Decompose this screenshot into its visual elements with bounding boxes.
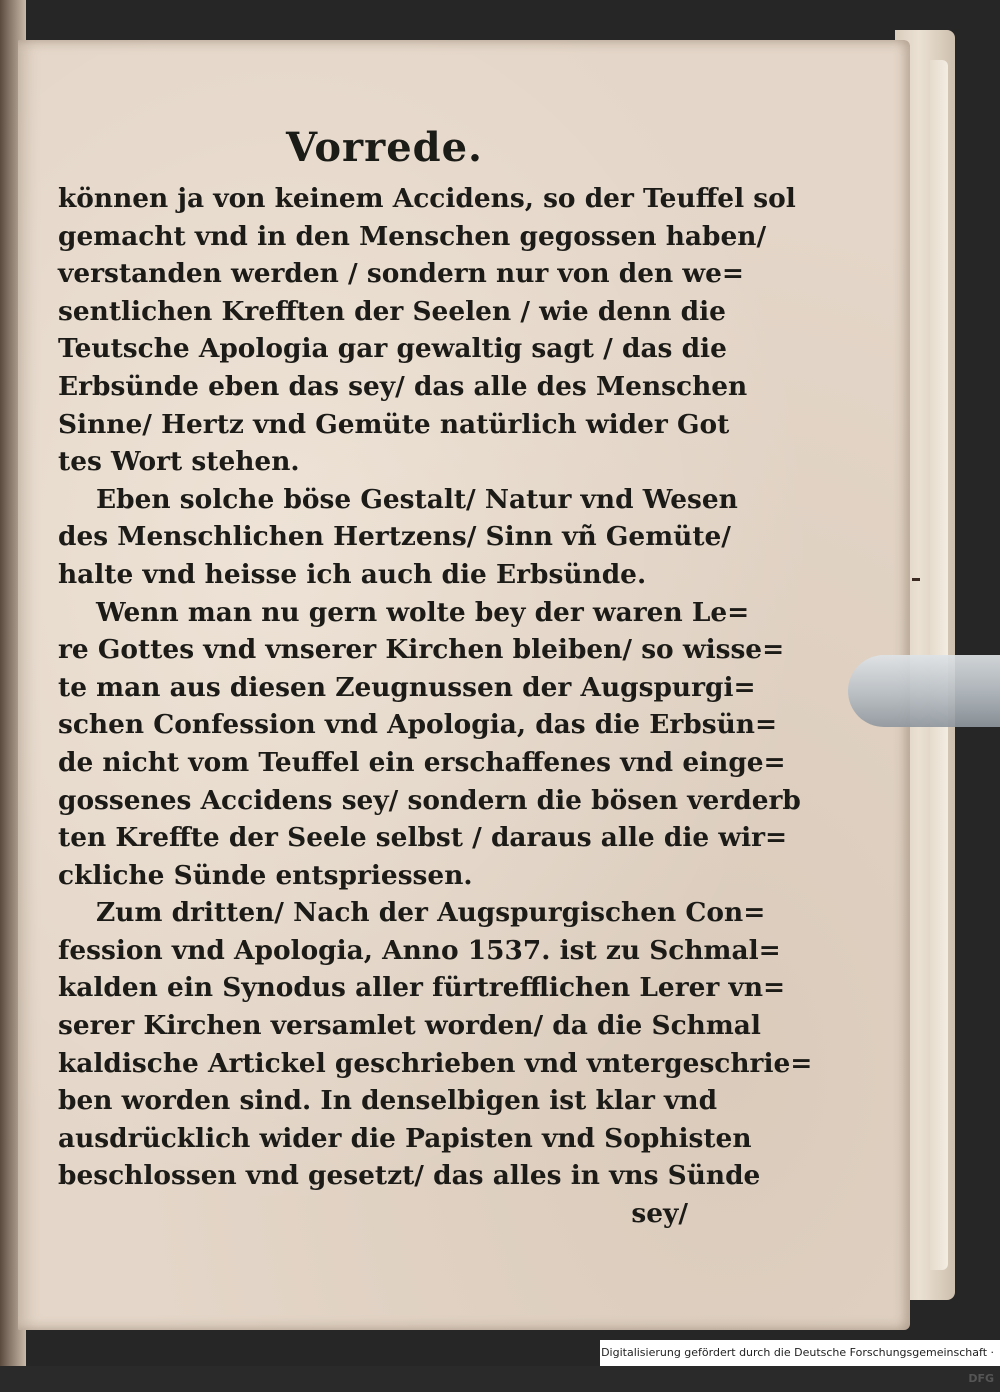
text-line: ten Krefftе der Seele selbst / daraus alle die wir= <box>58 822 788 854</box>
text-line: ausdrücklich wider die Papisten vnd Sophisten <box>58 1122 752 1154</box>
catchword: sey/ <box>631 1198 688 1230</box>
text-line: ben worden sind. In denselbigen ist klar vnd <box>58 1085 718 1117</box>
text-line: te man aus diesen Zeugnussen der Augspurgi= <box>58 671 756 703</box>
text-line: schen Confession vnd Apologia, das die Erbsün= <box>58 709 778 741</box>
text-line: serer Kirchen versamlet worden/ da die Schmal <box>58 1010 761 1042</box>
text-line: halte vnd heisse ich auch die Erbsünde. <box>58 558 647 590</box>
text-line: tes Wort stehen. <box>58 446 300 478</box>
page-body-text <box>58 180 813 1233</box>
text-line: können ja von keinem Accidens, so der Teuffel sol <box>58 183 796 214</box>
text-line: Wenn man nu gern wolte bey der waren Le= <box>96 596 750 628</box>
text-line: sentlichen Krefften der Seelen / wie denn die <box>58 295 726 327</box>
dfg-logo: DFG <box>968 1372 994 1385</box>
page-edge-mark <box>912 578 920 581</box>
text-line: fession vnd Apologia, Anno 1537. ist zu Schmal= <box>58 934 781 966</box>
text-line: Erbsünde eben das sey/ das alle des Menschen <box>58 370 748 402</box>
funding-credit-text: Digitalisierung gefördert durch die Deutsche Forschungsgemeinschaft · <box>601 1346 994 1359</box>
text-line: re Gottes vnd vnserer Kirchen bleiben/ so wisse= <box>58 634 785 666</box>
text-line: kaldische Artickel geschrieben vnd vntergeschrie= <box>58 1047 813 1079</box>
running-head: Vorrede. <box>286 124 483 171</box>
text-line: beschlossen vnd gesetzt/ das alles in vns Sünde <box>58 1160 761 1192</box>
text-line: Eben solche böse Gestalt/ Natur vnd Wesen <box>96 483 738 515</box>
text-line: des Menschlichen Hertzens/ Sinn vñ Gemüte/ <box>58 521 731 553</box>
funding-credit-bar <box>600 1340 1000 1385</box>
text-line: Teutsche Apologia gar gewaltig sagt / das die <box>58 333 727 365</box>
text-line: Zum dritten/ Nach der Augspurgischen Con= <box>96 897 766 929</box>
text-line: gemacht vnd in den Menschen gegossen haben/ <box>58 220 767 252</box>
page-clip <box>848 655 1000 727</box>
text-line: Sinne/ Hertz vnd Gemüte natürlich wider Got <box>58 408 730 440</box>
text-line: ckliche Sünde entspriessen. <box>58 859 473 891</box>
text-line: de nicht vom Teuffel ein erschaffenes vnd einge= <box>58 746 786 778</box>
text-line: gossenes Accidens sey/ sondern die bösen verderb <box>58 784 801 816</box>
text-line: kalden ein Synodus aller fürtrefflichen Lerer vn= <box>58 972 786 1004</box>
text-line: verstanden werden / sondern nur von den we= <box>58 258 745 290</box>
